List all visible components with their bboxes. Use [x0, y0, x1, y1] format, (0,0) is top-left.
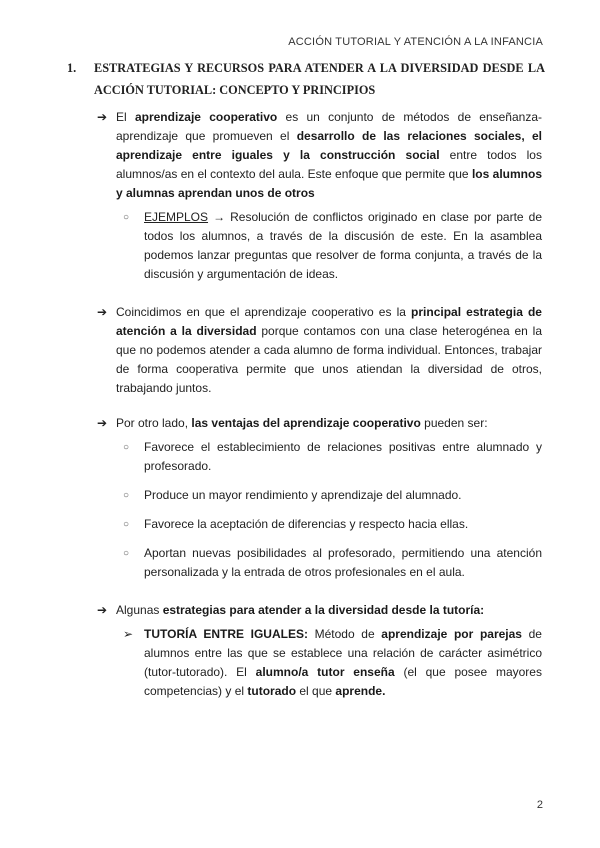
circle-bullet-icon: ○ — [123, 548, 130, 559]
arrow-bullet-icon: ➔ — [97, 416, 108, 430]
bullet-cooperative-learning — [97, 108, 542, 203]
arrow-bullet-icon: ➔ — [97, 305, 108, 319]
bullet-text: Coincidimos en que el aprendizaje cooperativo es la principal estrategia de atención a la diversidad porque contamos con una clase heterogénea en la que no podemos atender a cada alumno de forma individual. Entonces, trabajar de forma cooperativa permite que unos atiendan la diversidad de otros, trabajando juntos. — [116, 305, 542, 395]
page-number: 2 — [536, 799, 543, 811]
sub-bullet-text: EJEMPLOS → Resolución de conflictos originado en clase por parte de todos los alumnos, a través de la discusión de este. En la asamblea podemos lanzar preguntas que resolver de forma conjunta, a través de la discusión y argumentación de ideas. — [144, 210, 542, 281]
section-title: ESTRATEGIAS Y RECURSOS PARA ATENDER A LA DIVERSIDAD DESDE LA ACCIÓN TUTORIAL: CONCEPTO Y PRINCIPIOS — [94, 61, 545, 97]
circle-bullet-icon: ○ — [123, 212, 130, 223]
advantage-text: Favorece la aceptación de diferencias y respecto hacia ellas. — [144, 517, 469, 531]
advantage-text: Favorece el establecimiento de relaciones positivas entre alumnado y profesorado. — [144, 440, 542, 473]
advantage-text: Aportan nuevas posibilidades al profesorado, permitiendo una atención personalizada y la entrada de otros profesionales en el aula. — [144, 546, 542, 579]
advantage-item — [123, 544, 542, 582]
advantage-item — [123, 515, 542, 534]
examples-label: EJEMPLOS — [144, 210, 209, 224]
circle-bullet-icon: ○ — [123, 490, 130, 501]
section-heading — [67, 58, 545, 101]
advantage-text: Produce un mayor rendimiento y aprendizaje del alumnado. — [144, 488, 462, 502]
bullet-strategies — [97, 601, 542, 620]
circle-bullet-icon: ○ — [123, 519, 130, 530]
running-header: ACCIÓN TUTORIAL Y ATENCIÓN A LA INFANCIA — [288, 36, 543, 48]
bullet-text: El aprendizaje cooperativo es un conjunto de métodos de enseñanza-aprendizaje que promueven el desarrollo de las relaciones sociales, el aprendizaje entre iguales y la construcción social entre todos los alumnos/as en el contexto del aula. Este enfoque que permite que los alumnos y alumnas aprendan unos de otros — [116, 110, 543, 200]
section-number: 1. — [67, 61, 77, 75]
arrow-bullet-icon: ➔ — [97, 110, 108, 124]
circle-bullet-icon: ○ — [123, 442, 130, 453]
bullet-text: Por otro lado, las ventajas del aprendizaje cooperativo pueden ser: — [116, 416, 488, 430]
sub-bullet-text: TUTORÍA ENTRE IGUALES: Método de aprendizaje por parejas de alumnos entre las que se establece una relación de carácter asimétrico (tutor-tutorado). El alumno/a tutor enseña (el que posee mayores competencias) y el tutorado el que aprende. — [144, 627, 542, 698]
sub-bullet-peer-tutoring — [123, 625, 542, 701]
bullet-text: Algunas estrategias para atender a la diversidad desde la tutoría: — [116, 603, 485, 617]
arrow-bullet-icon: ➔ — [97, 603, 108, 617]
sub-bullet-examples — [123, 208, 542, 284]
bullet-main-strategy — [97, 303, 542, 398]
advantage-item — [123, 486, 542, 505]
bullet-advantages — [97, 414, 542, 433]
advantage-item — [123, 438, 542, 476]
arrowhead-bullet-icon: ➢ — [123, 627, 134, 641]
